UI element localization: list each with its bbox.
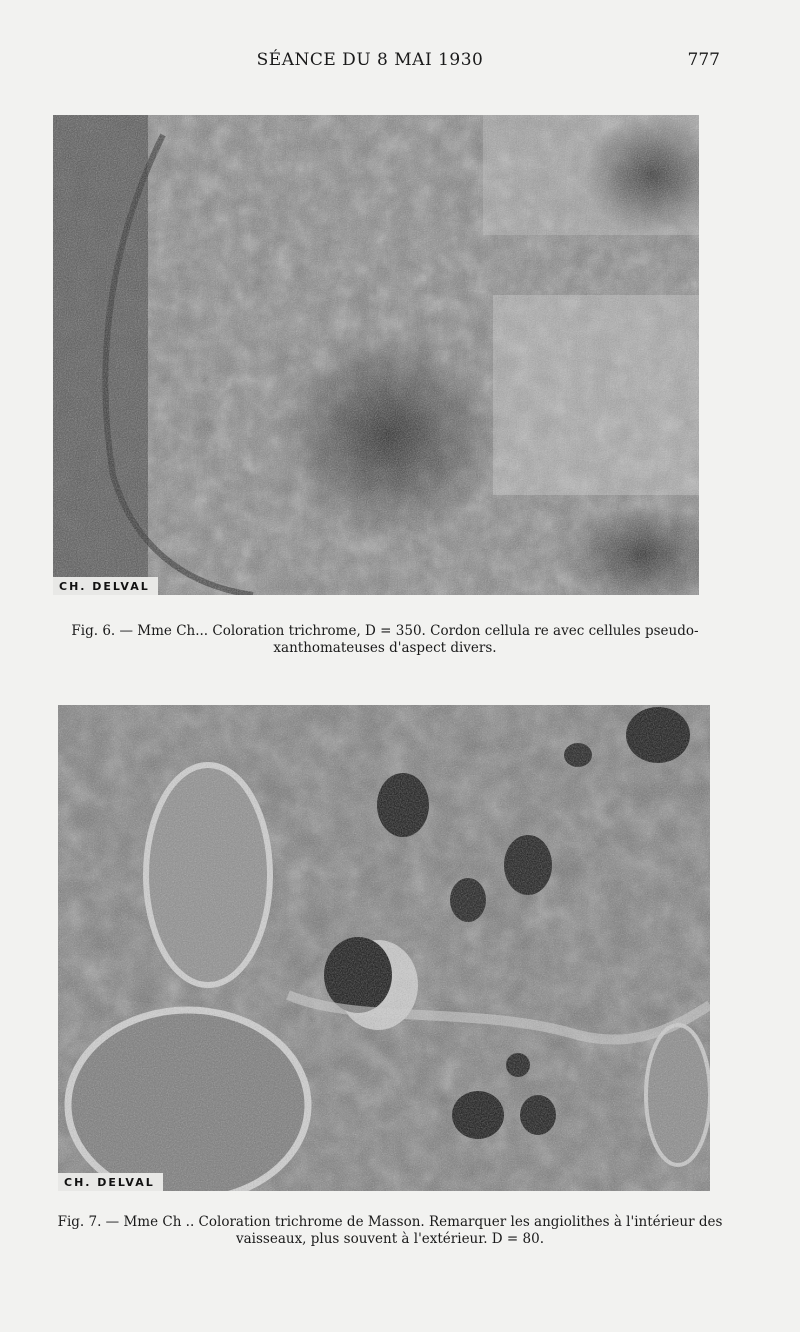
- figure-6-caption-line-1: Fig. 6. — Mme Ch... Coloration trichrome, D = 350. Cordon cellula re avec cellules pseudo-: [71, 623, 699, 639]
- figure-7-micrograph-image: [58, 705, 710, 1191]
- figure-7-micrograph: [58, 705, 710, 1191]
- figure-7-caption: [55, 1214, 725, 1248]
- figure-7-credit: CH. DELVAL: [58, 1173, 163, 1191]
- figure-7-caption-line-2: vaisseaux, plus souvent à l'extérieur. D = 80.: [235, 1231, 544, 1247]
- figure-6-micrograph: [53, 115, 699, 595]
- page-number: 777: [687, 50, 720, 70]
- figure-6-caption: [70, 623, 700, 657]
- figure-6-caption-line-2: xanthomateuses d'aspect divers.: [273, 640, 497, 656]
- figure-7-caption-line-1: Fig. 7. — Mme Ch .. Coloration trichrome de Masson. Remarquer les angiolithes à l'intérieur des: [57, 1214, 723, 1230]
- figure-6-credit: CH. DELVAL: [53, 577, 158, 595]
- running-header-title: SÉANCE DU 8 MAI 1930: [256, 50, 484, 70]
- figure-6-micrograph-image: [53, 115, 699, 595]
